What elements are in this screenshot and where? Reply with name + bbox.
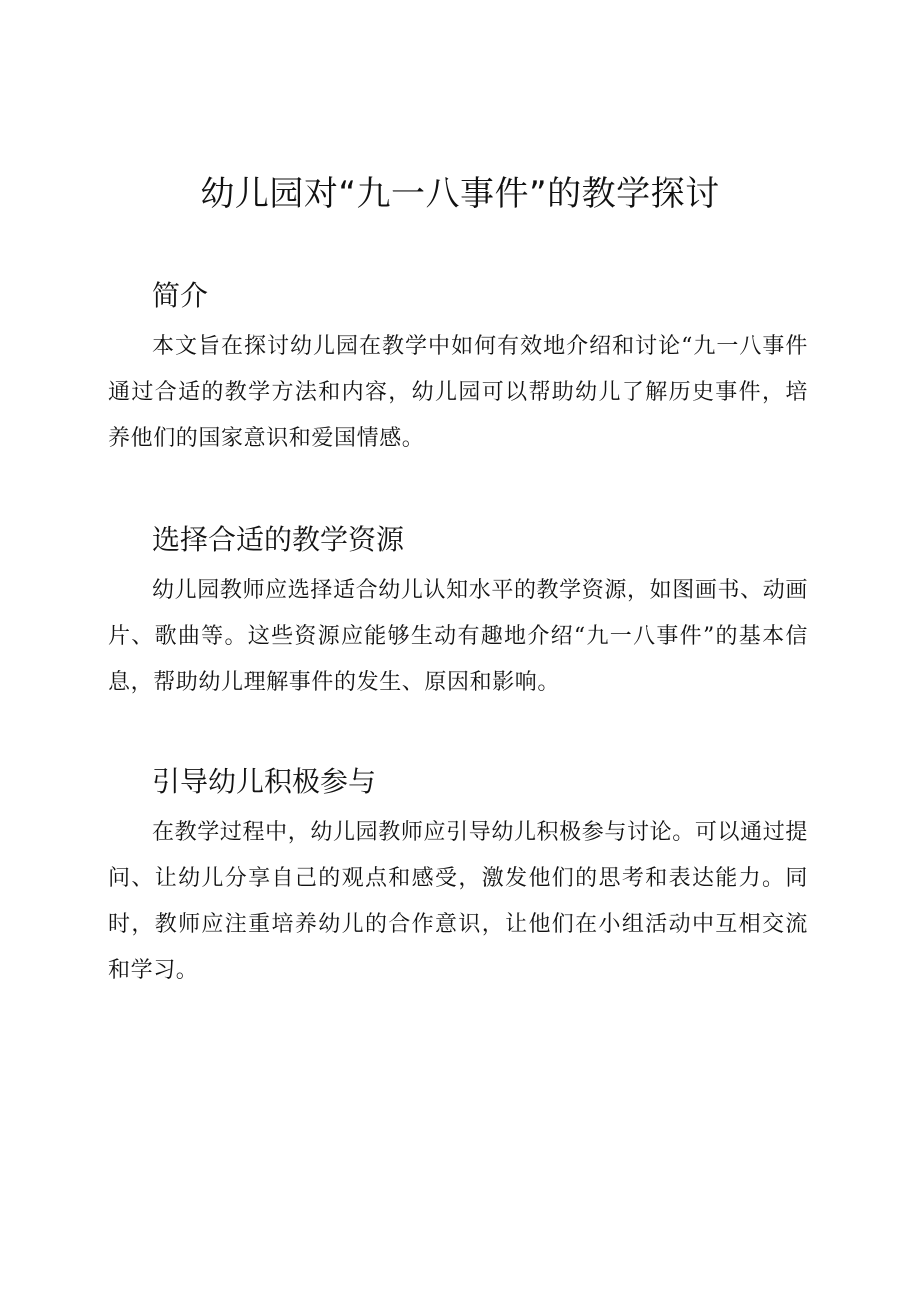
section-active-participation bbox=[108, 760, 808, 994]
document-title: 幼儿园对“九一八事件”的教学探讨 bbox=[200, 174, 720, 214]
section-heading: 选择合适的教学资源 bbox=[152, 523, 405, 556]
section-heading: 引导幼儿积极参与 bbox=[152, 765, 377, 798]
section-teaching-resources bbox=[108, 518, 808, 706]
section-body: 在教学过程中，幼儿园教师应引导幼儿积极参与讨论。可以通过提问、让幼儿分享自己的观点和感受，激发他们的思考和表达能力。同时，教师应注重培养幼儿的合作意识，让他们在小组活动中互相交流和学习。 bbox=[108, 820, 808, 983]
section-introduction bbox=[108, 274, 808, 462]
section-body: 幼儿园教师应选择适合幼儿认知水平的教学资源，如图画书、动画片、歌曲等。这些资源应能够生动有趣地介绍“九一八事件”的基本信息，帮助幼儿理解事件的发生、原因和影响。 bbox=[108, 578, 808, 695]
section-body: 本文旨在探讨幼儿园在教学中如何有效地介绍和讨论“九一八事件通过合适的教学方法和内容，幼儿园可以帮助幼儿了解历史事件，培养他们的国家意识和爱国情感。 bbox=[108, 334, 808, 451]
section-heading: 简介 bbox=[152, 279, 209, 312]
